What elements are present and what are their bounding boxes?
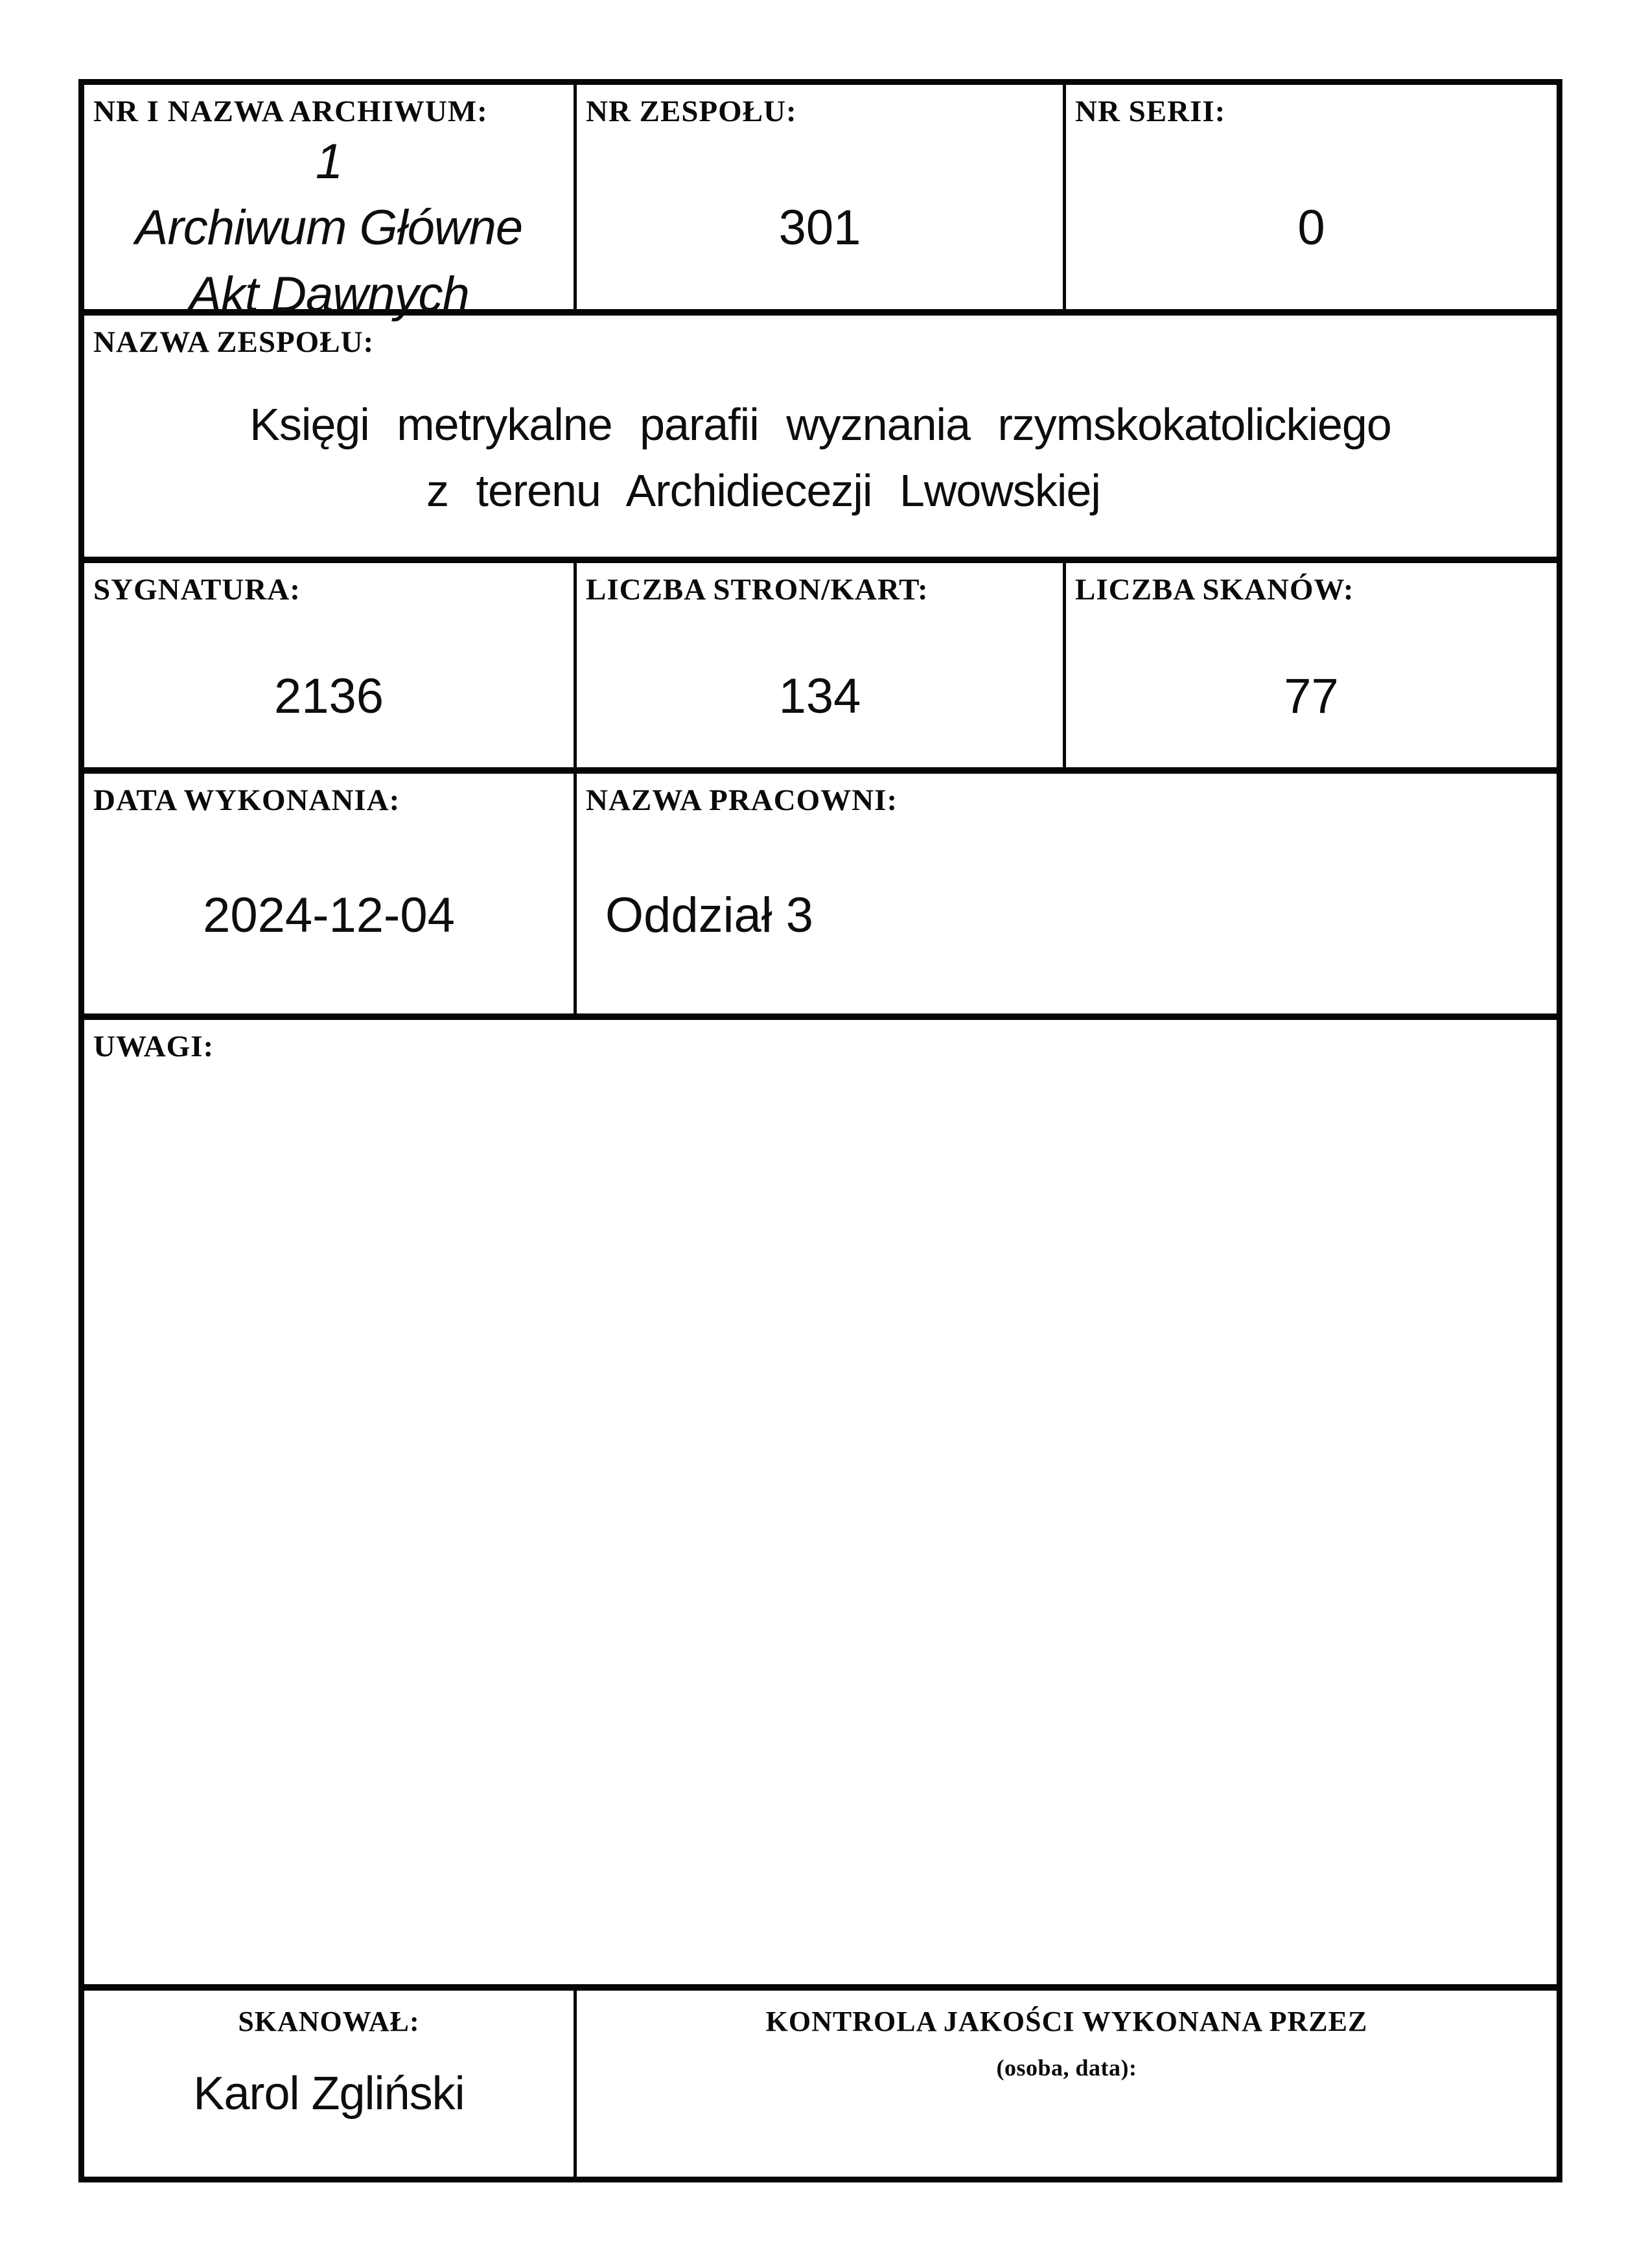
remarks-label: UWAGI: [93,1030,215,1063]
fonds-name-label: NAZWA ZESPOŁU: [93,325,375,359]
cell-series-number [1066,85,1557,309]
series-number-value-wrap [1066,129,1557,309]
signature-value: 2136 [273,668,384,724]
fonds-name-line1: Księgi metrykalne parafii wyznania rzymskokatolickiego [249,399,1391,450]
fonds-number-value-wrap [577,129,1063,309]
signature-value-wrap [84,607,574,767]
scanned-by-value: Karol Zgliński [193,2068,465,2120]
row-archive [84,85,1557,322]
cell-fonds-number [577,85,1066,309]
signature-label: SYGNATURA: [93,573,301,607]
cell-quality-control [577,1991,1557,2177]
row-counts [84,563,1557,774]
workroom-value: Oddział 3 [605,888,814,943]
fonds-number-value: 301 [778,200,861,256]
execution-date-value-wrap [84,818,574,1013]
archive-value [84,129,574,329]
cell-scanned-by [84,1991,577,2177]
cell-scans-count [1066,563,1557,767]
quality-control-label: KONTROLA JAKOŚCI WYKONANA PRZEZ [765,2006,1368,2037]
pages-count-value-wrap [577,607,1063,767]
cell-workroom [577,774,1557,1013]
row-signoff [84,1991,1557,2177]
cell-execution-date [84,774,577,1013]
quality-control-sublabel: (osoba, data): [996,2055,1137,2081]
scans-count-label: LICZBA SKANÓW: [1075,573,1354,607]
archive-name-line2: Akt Dawnych [189,266,469,322]
scans-count-value-wrap [1066,607,1557,767]
row-fonds-name [84,316,1557,563]
series-number-label: NR SERII: [1075,95,1226,128]
row-execution [84,774,1557,1020]
archive-name-line1: Archiwum Główne [135,200,523,256]
execution-date-value: 2024-12-04 [203,888,455,943]
execution-date-label: DATA WYKONANIA: [93,783,400,817]
cell-remarks [84,1020,1557,1984]
fonds-name-line2: z terenu Archidiecezji Lwowskiej [426,465,1100,516]
cell-archive [84,85,577,322]
series-number-value: 0 [1297,200,1325,256]
cell-pages-count [577,563,1066,767]
scans-count-value: 77 [1284,668,1339,724]
pages-count-value: 134 [778,668,861,724]
metadata-table [78,79,1562,2182]
workroom-label: NAZWA PRACOWNI: [586,783,898,817]
archive-number: 1 [315,133,343,189]
cell-fonds-name [84,316,1557,557]
fonds-name-value [84,360,1557,557]
pages-count-label: LICZBA STRON/KART: [586,573,929,607]
cell-signature [84,563,577,767]
archive-label: NR I NAZWA ARCHIWUM: [93,95,488,128]
scanned-by-label: SKANOWAŁ: [238,2006,420,2037]
fonds-number-label: NR ZESPOŁU: [586,95,797,128]
row-remarks [84,1020,1557,1991]
remarks-value [84,1064,1557,1984]
